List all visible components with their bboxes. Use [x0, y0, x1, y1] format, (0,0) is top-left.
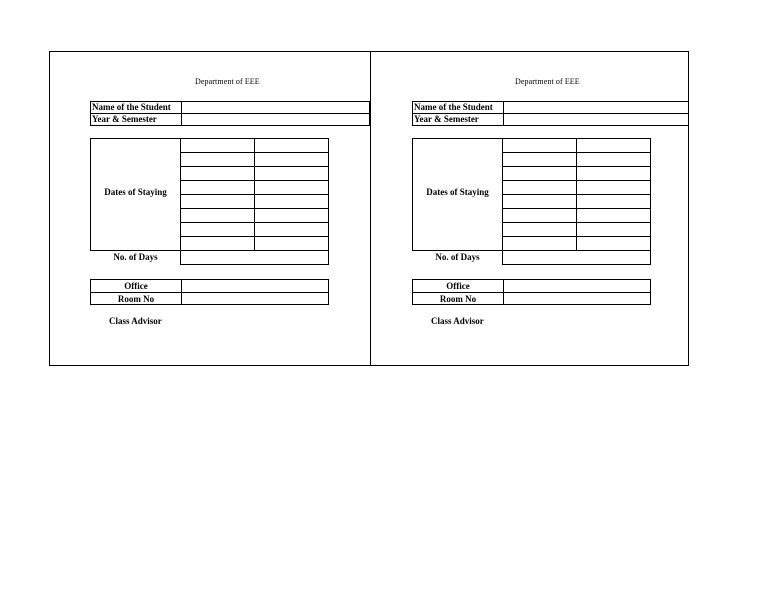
- department-heading: Department of EEE: [195, 77, 260, 86]
- office-table-column-line: [503, 280, 504, 304]
- grid-row-line: [502, 208, 650, 209]
- grid-row-line: [180, 222, 328, 223]
- year-semester-label: Year & Semester: [413, 114, 504, 125]
- class-advisor-label: Class Advisor: [431, 316, 484, 326]
- grid-row-line: [180, 152, 328, 153]
- office-table-column-line: [181, 280, 182, 304]
- year-semester-row: [412, 113, 689, 126]
- grid-row-line: [180, 236, 328, 237]
- office-table: [90, 279, 329, 305]
- number-of-days-field: [502, 250, 651, 265]
- grid-row-line: [180, 180, 328, 181]
- office-label: Office: [446, 281, 470, 291]
- grid-row-line: [502, 180, 650, 181]
- grid-row-line: [502, 152, 650, 153]
- room-number-label: Room No: [117, 294, 155, 304]
- year-semester-label: Year & Semester: [91, 114, 182, 125]
- grid-row-line: [502, 166, 650, 167]
- form-panel-right: [371, 51, 689, 366]
- dates-grid: [502, 138, 651, 251]
- room-number-label: Room No: [439, 294, 477, 304]
- dates-of-staying-label: Dates of Staying: [426, 187, 489, 197]
- dates-of-staying-label: Dates of Staying: [104, 187, 167, 197]
- number-of-days-label: No. of Days: [113, 252, 158, 262]
- class-advisor-label: Class Advisor: [109, 316, 162, 326]
- office-label: Office: [124, 281, 148, 291]
- department-heading: Department of EEE: [515, 77, 580, 86]
- grid-row-line: [502, 236, 650, 237]
- grid-row-line: [502, 194, 650, 195]
- year-semester-row: [90, 113, 370, 126]
- number-of-days-label: No. of Days: [435, 252, 480, 262]
- student-name-label: Name of the Student: [91, 102, 182, 113]
- dates-grid: [180, 138, 329, 251]
- number-of-days-field: [180, 250, 329, 265]
- grid-row-line: [502, 222, 650, 223]
- form-panel-left: [49, 51, 370, 366]
- student-name-label: Name of the Student: [413, 102, 504, 113]
- office-table: [412, 279, 651, 305]
- grid-row-line: [180, 194, 328, 195]
- grid-row-line: [180, 208, 328, 209]
- grid-row-line: [180, 166, 328, 167]
